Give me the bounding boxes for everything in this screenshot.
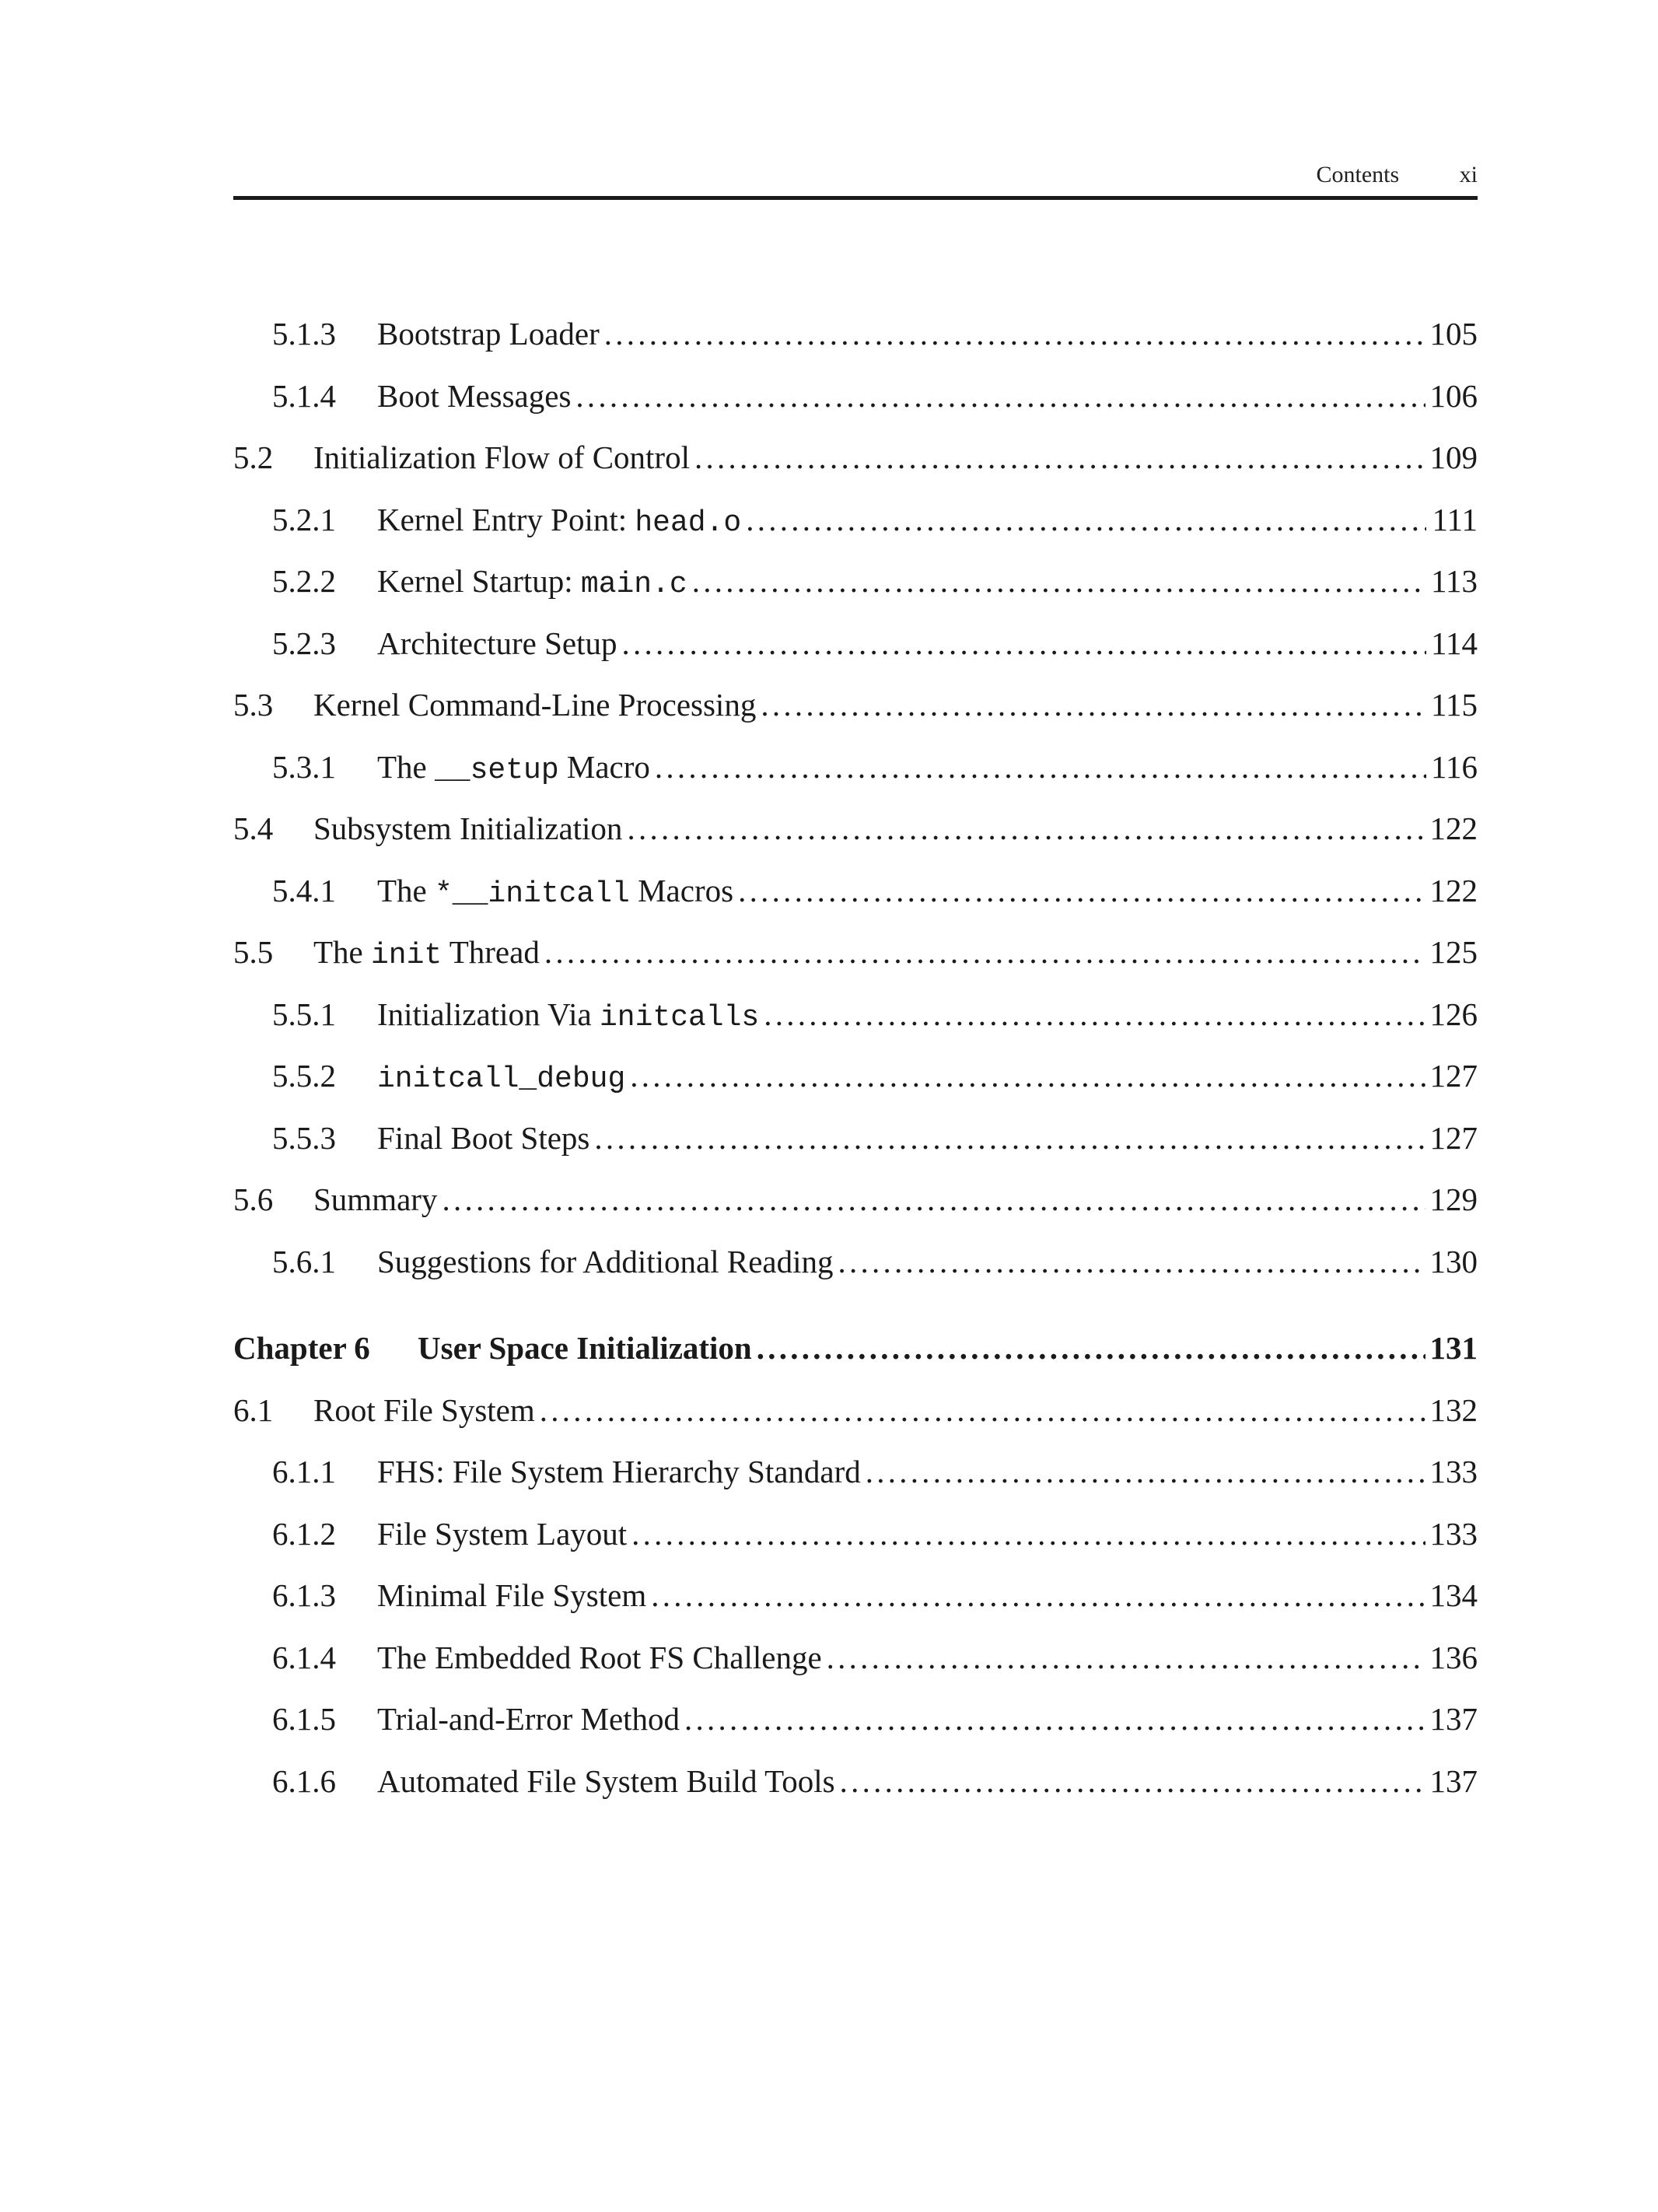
- dot-leader: [622, 613, 1426, 675]
- toc-entry-page-number: 131: [1429, 1330, 1478, 1366]
- toc-entry-title: [377, 551, 687, 616]
- toc-entry-number: 5.3.1: [272, 748, 336, 785]
- toc-entry-page-number: 106: [1429, 377, 1478, 414]
- toc-entry-title: [377, 366, 571, 428]
- toc-entry-page-number: 114: [1431, 625, 1478, 661]
- toc-entry-page-number: 105: [1429, 316, 1478, 352]
- toc-entry: [233, 303, 1478, 366]
- toc-entry-code-text: __setup: [435, 753, 559, 787]
- toc-entry-text: Bootstrap Loader: [377, 316, 600, 352]
- toc-entry-text: Root File System: [313, 1391, 535, 1428]
- toc-entry-text: Macro: [558, 748, 650, 785]
- toc-entry-title: [377, 613, 617, 675]
- toc-entry: [233, 613, 1478, 675]
- toc-entry-number: 6.1.3: [272, 1577, 336, 1613]
- dot-leader: [866, 1441, 1425, 1503]
- toc-entry-text: Macros: [629, 872, 734, 908]
- dot-leader: [827, 1627, 1425, 1689]
- dot-leader: [627, 798, 1425, 860]
- toc-entry-title: [313, 1169, 437, 1231]
- toc-entry-page-number: 109: [1429, 439, 1478, 475]
- dot-leader: [631, 1503, 1425, 1566]
- toc-entry-page-number: 115: [1431, 687, 1478, 723]
- toc-entry-text: Thread: [442, 934, 540, 970]
- dot-leader: [764, 984, 1425, 1046]
- toc-entry: [233, 1045, 1478, 1108]
- toc-entry-page-number: 136: [1429, 1639, 1478, 1675]
- toc-entry: [233, 1689, 1478, 1751]
- dot-leader: [840, 1751, 1425, 1813]
- toc-entry-text: Architecture Setup: [377, 625, 617, 661]
- toc-entry-title: [377, 984, 759, 1049]
- dot-leader: [694, 427, 1425, 489]
- toc-entry-number: 5.2.1: [272, 501, 336, 537]
- toc-entry: [233, 1627, 1478, 1689]
- toc-entry-page-number: 126: [1429, 996, 1478, 1032]
- toc-entry-text: Initialization Via: [377, 996, 600, 1032]
- toc-entry-number: 5.6: [233, 1181, 274, 1217]
- toc-entry-text: Automated File System Build Tools: [377, 1762, 835, 1799]
- toc-entry-text: Suggestions for Additional Reading: [377, 1243, 834, 1279]
- toc-entry-number: 5.5.2: [272, 1058, 336, 1094]
- toc-entry-page-number: 137: [1429, 1762, 1478, 1799]
- toc-entry-number: 5.2.2: [272, 563, 336, 599]
- toc-entry-text: Kernel Command-Line Processing: [313, 687, 757, 723]
- toc-entry-title: [377, 1045, 625, 1111]
- toc-entry-title: [377, 1503, 627, 1566]
- toc-entry-title: [377, 737, 650, 802]
- dot-leader: [692, 551, 1426, 613]
- table-of-contents: [233, 303, 1478, 1812]
- toc-entry-text: Kernel Startup:: [377, 563, 581, 599]
- running-head: [233, 162, 1478, 193]
- toc-entry-title: [313, 427, 690, 489]
- toc-entry-page-number: 130: [1429, 1243, 1478, 1279]
- toc-entry: [233, 922, 1478, 984]
- toc-entry: [233, 489, 1478, 551]
- dot-leader: [544, 922, 1425, 984]
- toc-entry-page-number: 134: [1429, 1577, 1478, 1613]
- toc-entry-number: 6.1: [233, 1391, 274, 1428]
- toc-entry: [233, 1565, 1478, 1627]
- toc-entry-title: [313, 922, 540, 987]
- toc-entry-number: 5.2.3: [272, 625, 336, 661]
- toc-entry-number: 5.2: [233, 439, 274, 475]
- toc-entry: [233, 366, 1478, 428]
- dot-leader: [655, 737, 1426, 799]
- toc-entry-page-number: 129: [1429, 1181, 1478, 1217]
- toc-entry: [233, 1380, 1478, 1442]
- dot-leader: [757, 1318, 1425, 1380]
- toc-entry-page-number: 133: [1429, 1515, 1478, 1552]
- toc-entry-code-text: initcall_debug: [377, 1062, 626, 1096]
- toc-entry-page-number: 127: [1429, 1058, 1478, 1094]
- toc-entry: [233, 1231, 1478, 1293]
- toc-entry-text: File System Layout: [377, 1515, 628, 1552]
- toc-entry-title: [313, 798, 622, 860]
- toc-entry-text: The: [313, 934, 371, 970]
- toc-entry-page-number: 113: [1431, 563, 1478, 599]
- toc-entry-title: [313, 674, 756, 737]
- toc-entry-number: 6.1.2: [272, 1515, 336, 1552]
- toc-entry-title: [377, 1231, 834, 1293]
- dot-leader: [594, 1108, 1425, 1170]
- toc-entry-title: [377, 1751, 835, 1813]
- running-head-title: Contents: [1316, 162, 1400, 187]
- dot-leader: [540, 1380, 1425, 1442]
- toc-entry: [233, 984, 1478, 1046]
- toc-entry-page-number: 133: [1429, 1454, 1478, 1489]
- header-rule: [233, 196, 1478, 200]
- toc-entry-title: [377, 1565, 646, 1627]
- toc-entry-text: Summary: [313, 1181, 438, 1217]
- toc-entry-text: Initialization Flow of Control: [313, 439, 690, 475]
- toc-entry-page-number: 127: [1429, 1119, 1478, 1156]
- toc-entry-code-text: head.o: [635, 506, 742, 540]
- toc-entry: [233, 674, 1478, 737]
- toc-entry-number: 5.3: [233, 687, 274, 723]
- running-head-page-number: xi: [1459, 162, 1478, 187]
- toc-entry-page-number: 137: [1429, 1701, 1478, 1737]
- toc-entry: [233, 551, 1478, 613]
- toc-entry-text: Trial-and-Error Method: [377, 1701, 680, 1737]
- toc-entry-title: [313, 1380, 535, 1442]
- dot-leader: [838, 1231, 1425, 1293]
- toc-entry-text: Boot Messages: [377, 377, 572, 414]
- toc-entry-number: 5.4.1: [272, 872, 336, 908]
- toc-entry-page-number: 125: [1429, 934, 1478, 970]
- toc-entry-number: 6.1.1: [272, 1454, 336, 1489]
- toc-entry-title: [377, 1627, 822, 1689]
- toc-entry-text: The: [377, 872, 435, 908]
- toc-entry: [233, 1108, 1478, 1170]
- dot-leader: [604, 303, 1425, 366]
- toc-entry-text: The Embedded Root FS Challenge: [377, 1639, 822, 1675]
- toc-entry-title: [377, 1441, 861, 1503]
- toc-entry-code-text: init: [371, 939, 442, 972]
- toc-entry: [233, 737, 1478, 799]
- toc-entry-number: Chapter 6: [233, 1330, 370, 1366]
- toc-entry-code-text: *__initcall: [435, 877, 630, 911]
- toc-entry-page-number: 116: [1431, 748, 1478, 785]
- toc-entry-number: 5.5.3: [272, 1119, 336, 1156]
- toc-entry-title: [377, 303, 600, 366]
- toc-entry-text: User Space Initialization: [418, 1330, 752, 1366]
- toc-entry-number: 5.6.1: [272, 1243, 336, 1279]
- toc-entry-code-text: main.c: [580, 568, 687, 601]
- toc-entry-page-number: 132: [1429, 1391, 1478, 1428]
- dot-leader: [684, 1689, 1425, 1751]
- toc-entry: [233, 860, 1478, 922]
- toc-entry-number: 5.1.4: [272, 377, 336, 414]
- toc-entry: [233, 1169, 1478, 1231]
- toc-entry-number: 5.5.1: [272, 996, 336, 1032]
- toc-entry-number: 5.5: [233, 934, 274, 970]
- toc-entry-title: [418, 1318, 752, 1380]
- toc-entry-title: [377, 1689, 680, 1751]
- toc-entry-text: Kernel Entry Point:: [377, 501, 635, 537]
- toc-entry-text: FHS: File System Hierarchy Standard: [377, 1454, 861, 1489]
- toc-entry-text: Final Boot Steps: [377, 1119, 590, 1156]
- dot-leader: [761, 674, 1426, 737]
- toc-entry: [233, 1503, 1478, 1566]
- toc-entry-number: 6.1.6: [272, 1762, 336, 1799]
- toc-entry-text: The: [377, 748, 435, 785]
- toc-chapter-entry: [233, 1318, 1478, 1380]
- toc-entry-title: [377, 489, 741, 555]
- dot-leader: [630, 1045, 1425, 1108]
- toc-entry-code-text: initcalls: [599, 1000, 760, 1034]
- dot-leader: [738, 860, 1425, 922]
- toc-entry-page-number: 111: [1432, 501, 1478, 537]
- dot-leader: [575, 366, 1425, 428]
- toc-entry: [233, 798, 1478, 860]
- toc-entry-text: Minimal File System: [377, 1577, 647, 1613]
- dot-leader: [442, 1169, 1425, 1231]
- toc-entry: [233, 427, 1478, 489]
- toc-entry: [233, 1441, 1478, 1503]
- toc-entry-title: [377, 860, 733, 926]
- toc-entry-title: [377, 1108, 589, 1170]
- toc-entry-number: 5.1.3: [272, 316, 336, 352]
- dot-leader: [651, 1565, 1425, 1627]
- toc-entry-text: Subsystem Initialization: [313, 810, 623, 846]
- toc-entry-number: 6.1.4: [272, 1639, 336, 1675]
- toc-entry-page-number: 122: [1429, 810, 1478, 846]
- toc-entry-number: 6.1.5: [272, 1701, 336, 1737]
- toc-entry-number: 5.4: [233, 810, 274, 846]
- dot-leader: [746, 489, 1426, 551]
- toc-entry: [233, 1751, 1478, 1813]
- toc-entry-page-number: 122: [1429, 872, 1478, 908]
